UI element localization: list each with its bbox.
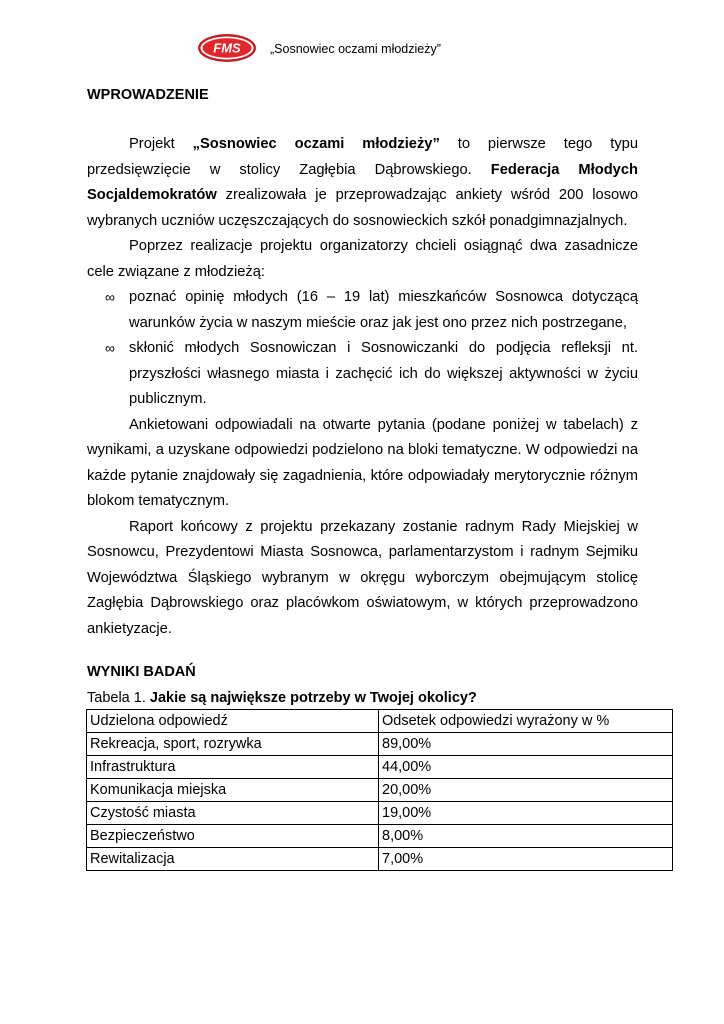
percent-cell: 44,00% bbox=[379, 756, 673, 779]
list-item: ∞ skłonić młodych Sosnowiczan i Sosnowiczanki do podjęcia refleksji nt. przyszłości własnego miasta i zachęcić ich do większej aktywności w życiu publicznym. bbox=[87, 336, 638, 413]
percent-cell: 20,00% bbox=[379, 779, 673, 802]
goals-list bbox=[87, 285, 638, 413]
header-cell-percent: Odsetek odpowiedzi wyrażony w % bbox=[379, 710, 673, 733]
table-question: Jakie są największe potrzeby w Twojej okolicy? bbox=[149, 690, 477, 706]
intro-paragraph-2: Poprzez realizacje projektu organizatorzy chcieli osiągnąć dwa zasadnicze cele związane z młodzieżą: bbox=[87, 238, 638, 280]
intro-paragraph-4: Raport końcowy z projektu przekazany zostanie radnym Rady Miejskiej w Sosnowcu, Prezydentowi Miasta Sosnowca, parlamentarzystom i radnym Sejmiku Województwa Śląskiego wybranym w okręgu wyborczym obejmującym stolicę Zagłębia Dąbrowskiego oraz placówkom oświatowym, w których przeprowadzono ankietyzacje. bbox=[87, 518, 638, 637]
intro-heading: WPROWADZENIE bbox=[87, 87, 209, 103]
results-table bbox=[86, 709, 673, 871]
infinity-bullet-icon: ∞ bbox=[105, 289, 115, 305]
header-title: „Sosnowiec oczami młodzieży” bbox=[270, 42, 441, 56]
answer-cell: Rekreacja, sport, rozrywka bbox=[87, 733, 379, 756]
percent-cell: 7,00% bbox=[379, 848, 673, 871]
list-item: ∞ poznać opinię młodych (16 – 19 lat) mieszkańców Sosnowca dotyczącą warunków życia w naszym mieście oraz jak jest ono przez nich postrzegane, bbox=[87, 285, 638, 336]
intro-paragraph-1: Projekt „Sosnowiec oczami młodzieży” to pierwsze tego typu przedsięwzięcie w stolicy Zagłębia Dąbrowskiego. Federacja Młodych Socjaldemokratów zrealizowała je przeprowadzając ankiety wśród 200 losowo wybranych uczniów uczęszczających do sosnowieckich szkół ponadgimnazjalnych. bbox=[87, 136, 638, 229]
table-header-row bbox=[87, 710, 673, 733]
results-heading: WYNIKI BADAŃ bbox=[87, 664, 196, 680]
percent-cell: 89,00% bbox=[379, 733, 673, 756]
table-row bbox=[87, 825, 673, 848]
table-row bbox=[87, 733, 673, 756]
answer-cell: Komunikacja miejska bbox=[87, 779, 379, 802]
header-cell-answer: Udzielona odpowiedź bbox=[87, 710, 379, 733]
organization-name: Federacja Młodych Socjaldemokratów bbox=[87, 161, 638, 203]
intro-paragraph-3: Ankietowani odpowiadali na otwarte pytania (podane poniżej w tabelach) z wynikami, a uzyskane odpowiedzi podzielono na bloki tematyczne. W odpowiedzi na każde pytanie znajdowały się zagadnienia, które odpowiadały merytorycznie różnym blokom tematycznym. bbox=[87, 416, 638, 509]
project-name: „Sosnowiec oczami młodzieży” bbox=[192, 136, 440, 152]
percent-cell: 19,00% bbox=[379, 802, 673, 825]
answer-cell: Rewitalizacja bbox=[87, 848, 379, 871]
answer-cell: Czystość miasta bbox=[87, 802, 379, 825]
logo-text: FMS bbox=[213, 40, 241, 56]
answer-cell: Infrastruktura bbox=[87, 756, 379, 779]
table-row bbox=[87, 756, 673, 779]
fms-logo bbox=[197, 33, 257, 63]
infinity-bullet-icon: ∞ bbox=[105, 340, 115, 356]
table-row bbox=[87, 779, 673, 802]
table-row bbox=[87, 848, 673, 871]
answer-cell: Bezpieczeństwo bbox=[87, 825, 379, 848]
intro-body bbox=[87, 132, 638, 642]
percent-cell: 8,00% bbox=[379, 825, 673, 848]
table-caption: Tabela 1. Jakie są największe potrzeby w Twojej okolicy? bbox=[87, 690, 477, 706]
table-row bbox=[87, 802, 673, 825]
